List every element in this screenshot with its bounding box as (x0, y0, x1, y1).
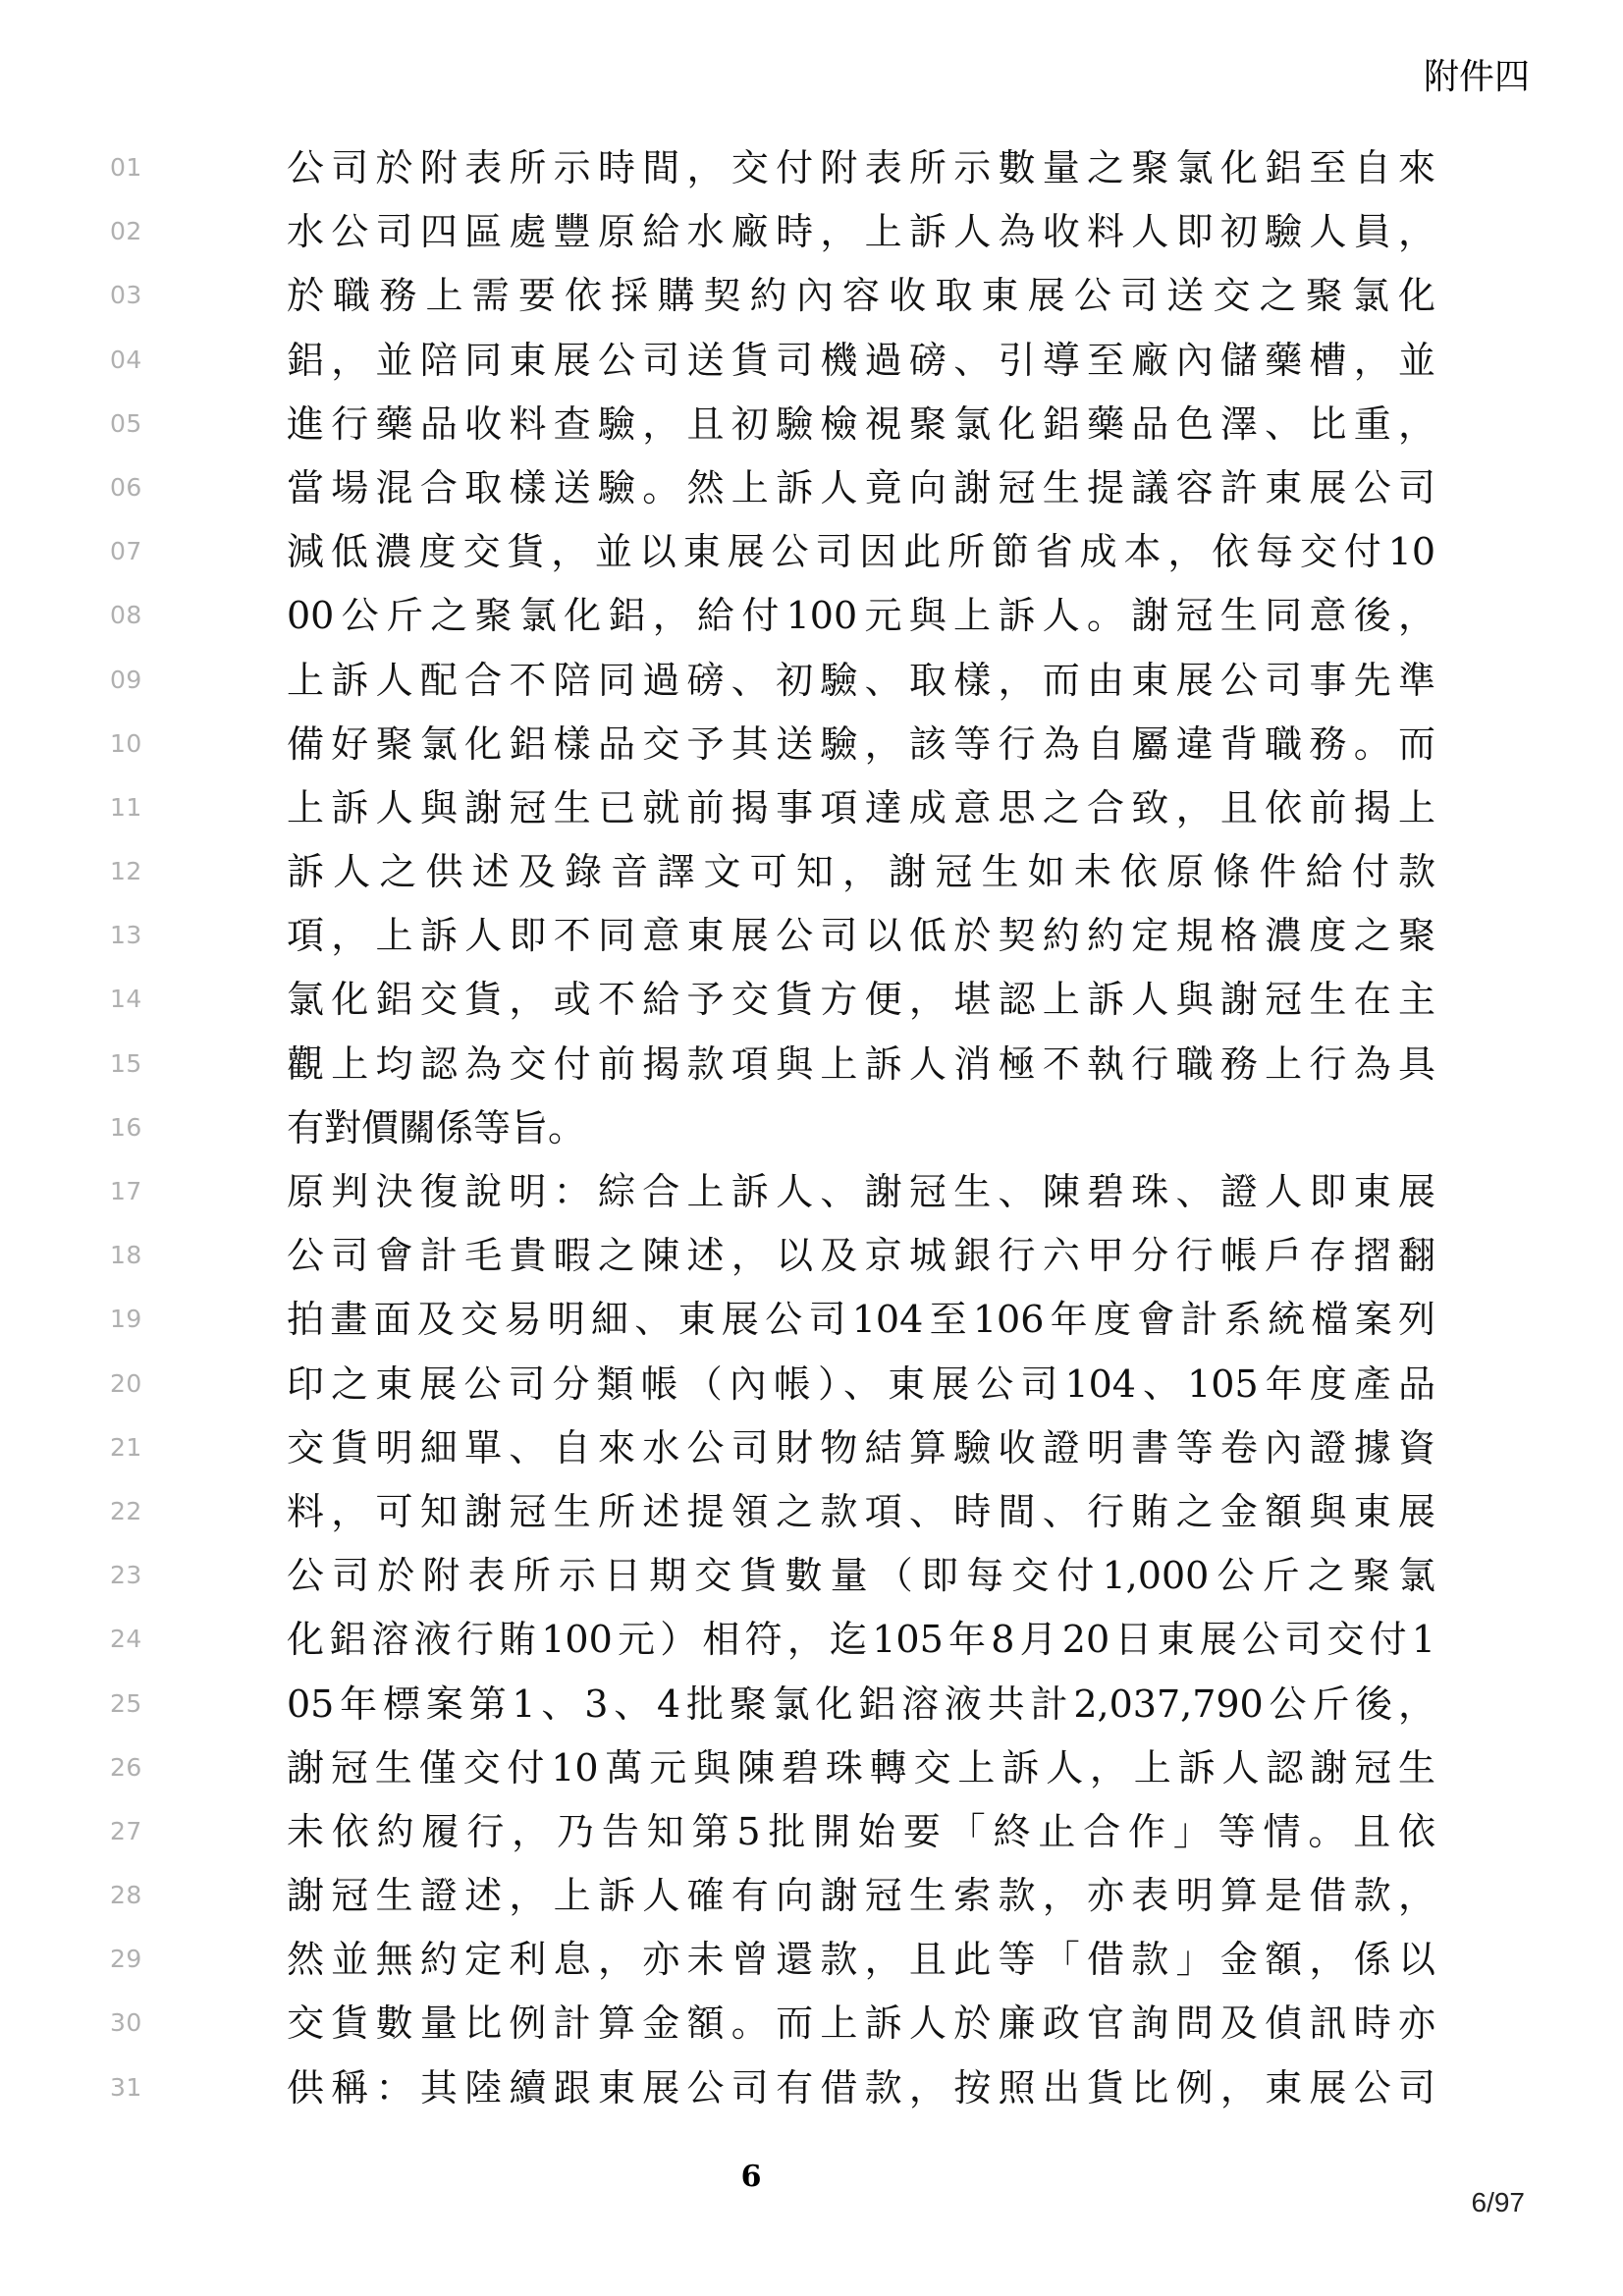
line-number: 22 (110, 1496, 142, 1525)
text-line (0, 338, 1623, 401)
page-number: 6 (740, 2160, 762, 2194)
line-number: 07 (110, 537, 142, 566)
line-number: 20 (110, 1368, 142, 1398)
line-number: 31 (110, 2072, 142, 2102)
line-number: 25 (110, 1688, 142, 1718)
line-text: 氯化鋁交貨，或不給予交貨方便，堪認上訴人與謝冠生在主 (287, 978, 1435, 1022)
text-line (0, 1489, 1623, 1553)
text-line (0, 465, 1623, 529)
line-text: 減低濃度交貨，並以東展公司因此所節省成本，依每交付10 (287, 530, 1435, 574)
line-number: 02 (110, 217, 142, 246)
text-line (0, 1297, 1623, 1361)
line-number: 28 (110, 1881, 142, 1910)
line-number: 27 (110, 1816, 142, 1845)
text-line (0, 1105, 1623, 1169)
line-number: 12 (110, 857, 142, 886)
line-number: 13 (110, 921, 142, 950)
line-text: 原判決復說明：綜合上訴人、謝冠生、陳碧珠、證人即東展 (287, 1170, 1435, 1213)
text-line (0, 1169, 1623, 1233)
line-number: 09 (110, 665, 142, 694)
text-line (0, 529, 1623, 593)
text-line (0, 1362, 1623, 1425)
text-line (0, 401, 1623, 465)
text-line (0, 1425, 1623, 1489)
line-number: 18 (110, 1241, 142, 1270)
line-number: 23 (110, 1561, 142, 1590)
document-body (0, 145, 1623, 2129)
page-count: 6/97 (1471, 2187, 1525, 2217)
line-text: 公司會計毛貴暇之陳述，以及京城銀行六甲分行帳戶存摺翻 (287, 1234, 1435, 1278)
line-number: 08 (110, 601, 142, 630)
line-text: 上訴人配合不陪同過磅、初驗、取樣，而由東展公司事先準 (287, 658, 1435, 702)
text-line (0, 145, 1623, 209)
line-number: 10 (110, 728, 142, 758)
line-text: 水公司四區處豐原給水廠時，上訴人為收料人即初驗人員， (287, 210, 1435, 254)
text-line (0, 209, 1623, 273)
text-line (0, 785, 1623, 849)
text-line (0, 1553, 1623, 1617)
text-line (0, 721, 1623, 785)
line-text: 交貨明細單、自來水公司財物結算驗收證明書等卷內證據資 (287, 1425, 1435, 1469)
line-number: 21 (110, 1432, 142, 1462)
annex-label: 附件四 (1423, 57, 1530, 97)
text-line (0, 1233, 1623, 1297)
line-number: 15 (110, 1048, 142, 1078)
line-number: 19 (110, 1305, 142, 1334)
line-number: 05 (110, 408, 142, 438)
line-text: 觀上均認為交付前揭款項與上訴人消極不執行職務上行為具 (287, 1041, 1435, 1086)
text-line (0, 977, 1623, 1041)
text-line (0, 913, 1623, 977)
text-line (0, 273, 1623, 337)
line-text: 00公斤之聚氯化鋁，給付100元與上訴人。謝冠生同意後， (287, 594, 1435, 638)
line-text: 公司於附表所示時間，交付附表所示數量之聚氯化鋁至自來 (287, 146, 1435, 189)
text-line (0, 2001, 1623, 2064)
line-text: 未依約履行，乃告知第5批開始要「終止合作」等情。且依 (287, 1809, 1435, 1853)
text-line (0, 593, 1623, 657)
line-number: 14 (110, 985, 142, 1014)
line-text: 交貨數量比例計算金額。而上訴人於廉政官詢問及偵訊時亦 (287, 2002, 1435, 2046)
line-text: 拍畫面及交易明細、東展公司104至106年度會計系統檔案列 (287, 1298, 1435, 1342)
text-line (0, 2065, 1623, 2129)
line-text: 當場混合取樣送驗。然上訴人竟向謝冠生提議容許東展公司 (287, 465, 1435, 509)
line-text: 謝冠生證述，上訴人確有向謝冠生索款，亦表明算是借款， (287, 1874, 1435, 1918)
line-text: 謝冠生僅交付10萬元與陳碧珠轉交上訴人，上訴人認謝冠生 (287, 1745, 1435, 1789)
text-line (0, 1041, 1623, 1105)
line-text: 05年標案第1、3、4批聚氯化鋁溶液共計2,037,790公斤後， (287, 1682, 1435, 1726)
line-text: 供稱：其陸續跟東展公司有借款，按照出貨比例，東展公司 (287, 2065, 1435, 2109)
line-text: 料，可知謝冠生所述提領之款項、時間、行賄之金額與東展 (287, 1489, 1435, 1533)
text-line (0, 849, 1623, 913)
line-number: 30 (110, 2008, 142, 2038)
line-text: 進行藥品收料查驗，且初驗檢視聚氯化鋁藥品色澤、比重， (287, 401, 1435, 446)
line-number: 01 (110, 153, 142, 182)
line-number: 03 (110, 281, 142, 310)
line-number: 06 (110, 472, 142, 502)
text-line (0, 1745, 1623, 1809)
line-text: 於職務上需要依採購契約內容收取東展公司送交之聚氯化 (287, 274, 1435, 318)
line-text: 化鋁溶液行賄100元）相符，迄105年8月20日東展公司交付1 (287, 1618, 1435, 1662)
line-number: 26 (110, 1752, 142, 1782)
line-number: 29 (110, 1945, 142, 1974)
text-line (0, 1617, 1623, 1681)
line-number: 04 (110, 345, 142, 374)
line-text: 備好聚氯化鋁樣品交予其送驗，該等行為自屬違背職務。而 (287, 721, 1435, 766)
text-line (0, 1682, 1623, 1745)
line-text: 有對價關係等旨。 (287, 1105, 586, 1149)
line-text: 上訴人與謝冠生已就前揭事項達成意思之合致，且依前揭上 (287, 785, 1435, 829)
text-line (0, 1809, 1623, 1873)
text-line (0, 658, 1623, 721)
text-line (0, 1873, 1623, 1937)
line-text: 然並無約定利息，亦未曾還款，且此等「借款」金額，係以 (287, 1938, 1435, 1982)
line-text: 項，上訴人即不同意東展公司以低於契約約定規格濃度之聚 (287, 914, 1435, 958)
line-number: 16 (110, 1112, 142, 1142)
line-number: 24 (110, 1625, 142, 1654)
line-text: 公司於附表所示日期交貨數量（即每交付1,000公斤之聚氯 (287, 1554, 1435, 1598)
line-number: 11 (110, 792, 142, 822)
line-number: 17 (110, 1177, 142, 1205)
text-line (0, 1937, 1623, 2001)
line-text: 鋁，並陪同東展公司送貨司機過磅、引導至廠內儲藥槽，並 (287, 338, 1435, 382)
line-text: 訴人之供述及錄音譯文可知，謝冠生如未依原條件給付款 (287, 850, 1435, 894)
line-text: 印之東展公司分類帳（內帳）、東展公司104、105年度產品 (287, 1362, 1435, 1406)
